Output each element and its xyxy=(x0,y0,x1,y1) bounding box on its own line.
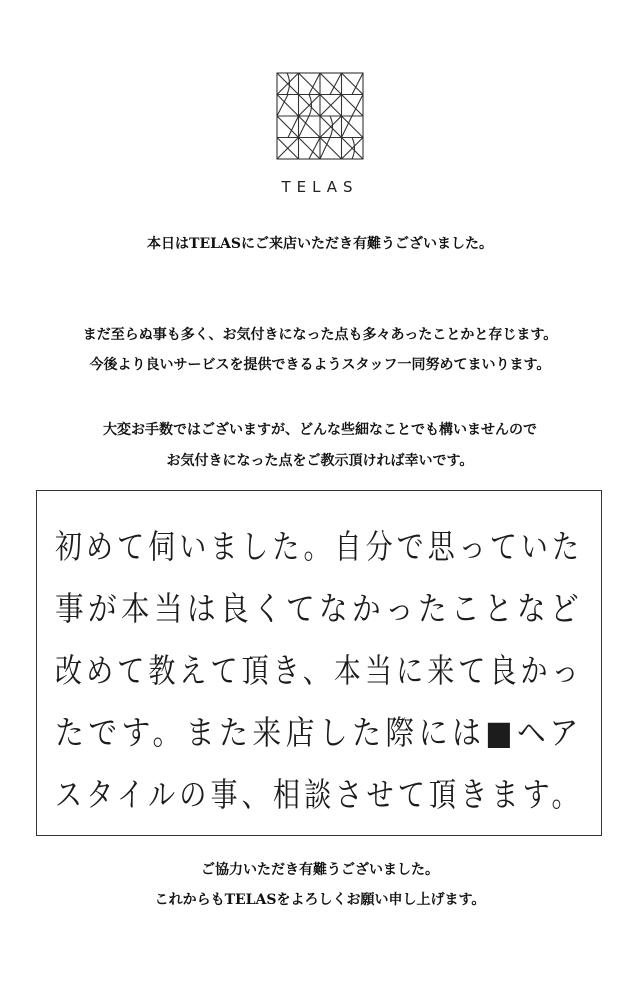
handwritten-comment-line-4: たです。また来店した際には■ヘア xyxy=(55,713,583,752)
intro-paragraph-1-line-2: 今後より良いサービスを提供できるようスタッフ一同努めてまいります。 xyxy=(89,357,551,373)
geometric-lattice-logo-icon xyxy=(276,72,364,160)
handwritten-comment-line-2: 事が本当は良くてなかったことなど xyxy=(55,589,583,628)
comment-box xyxy=(36,490,602,836)
footer-thanks-line: ご協力いただき有難うございました。 xyxy=(201,862,439,878)
handwritten-comment-line-3: 改めて教えて頂き、本当に来て良かっ xyxy=(55,651,583,690)
footer-regards-line: これからもTELASをよろしくお願い申し上げます。 xyxy=(154,892,486,908)
brand-name: TELAS xyxy=(281,178,359,196)
intro-paragraph-1-line-1: まだ至らぬ事も多く、お気付きになった点も多々あったことかと存じます。 xyxy=(82,327,558,343)
intro-paragraph-2-line-2: お気付きになった点をご教示頂ければ幸いです。 xyxy=(166,453,474,469)
intro-paragraph-2-line-1: 大変お手数ではございますが、どんな些細なことでも構いませんので xyxy=(103,422,537,438)
thanks-line: 本日はTELASにご来店いただき有難うございました。 xyxy=(147,236,493,252)
handwritten-comment-line-5: スタイルの事、相談させて頂きます。 xyxy=(55,775,583,814)
handwritten-comment-line-1: 初めて伺いました。自分で思っていた xyxy=(55,527,583,566)
